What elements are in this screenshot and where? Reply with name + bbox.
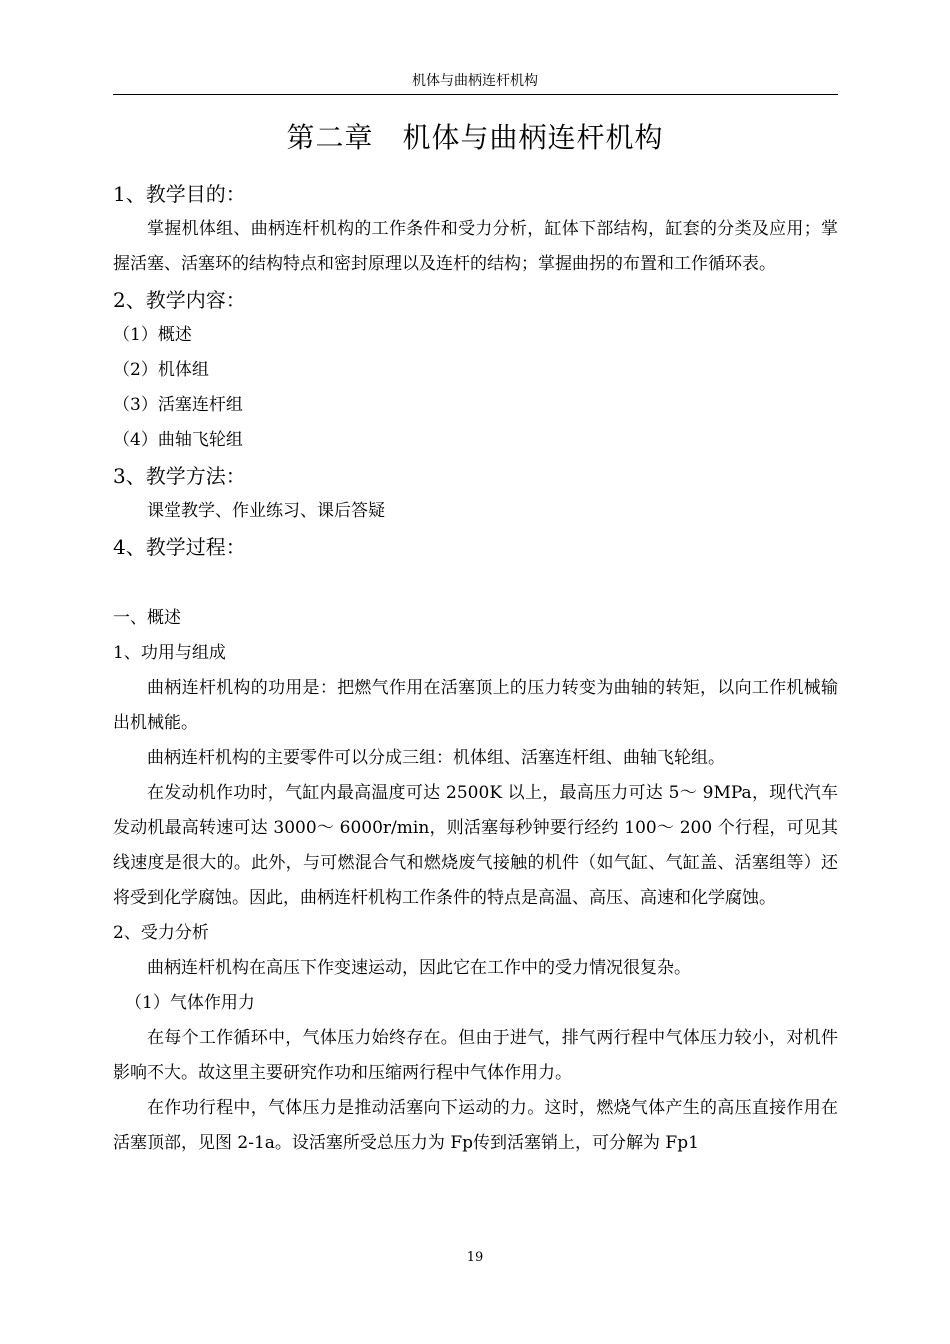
paragraph: 曲柄连杆机构的功用是：把燃气作用在活塞顶上的压力转变为曲轴的转矩，以向工作机械输出机械能。: [113, 678, 838, 733]
process-heading: 4、教学过程：: [113, 535, 246, 559]
method-heading: 3、教学方法：: [113, 464, 246, 488]
content-item: （1）概述: [113, 325, 192, 345]
spacer: [113, 565, 838, 601]
paragraph: 在每个工作循环中，气体压力始终存在。但由于进气，排气两行程中气体压力较小，对机件影响不大。故这里主要研究作功和压缩两行程中气体作用力。: [113, 1028, 838, 1083]
content-item: （3）活塞连杆组: [113, 395, 243, 415]
paragraph: 在发动机作功时，气缸内最高温度可达 2500K 以上，最高压力可达 5～ 9MPa，现代汽车发动机最高转速可达 3000～ 6000r/min，则活塞每秒钟要行经约 100～ 200 个行程，可见其线速度是很大的。此外，与可燃混合气和燃烧废气接触的机件（如气缸、气缸盖、活塞组等）还将受到化学腐蚀。因此，曲柄连杆机构工作条件的特点是高温、高压、高速和化学腐蚀。: [113, 783, 838, 908]
objective-heading: 1、教学目的：: [113, 182, 246, 206]
header-rule: [113, 94, 838, 95]
content-item: （2）机体组: [113, 360, 209, 380]
page-number: 19: [466, 1250, 484, 1265]
function-heading: 1、功用与组成: [113, 643, 226, 663]
running-header: 机体与曲柄连杆机构: [412, 73, 538, 89]
paragraph: 曲柄连杆机构在高压下作变速运动，因此它在工作中的受力情况很复杂。: [147, 958, 691, 978]
paragraph: 曲柄连杆机构的主要零件可以分成三组：机体组、活塞连杆组、曲轴飞轮组。: [147, 748, 725, 768]
content-heading: 2、教学内容：: [113, 288, 246, 312]
chapter-title: 第二章 机体与曲柄连杆机构: [286, 121, 664, 154]
overview-heading: 一、概述: [113, 608, 181, 628]
page-body: [113, 176, 838, 1161]
objective-text: 掌握机体组、曲柄连杆机构的工作条件和受力分析，缸体下部结构，缸套的分类及应用；掌握活塞、活塞环的结构特点和密封原理以及连杆的结构；掌握曲拐的布置和工作循环表。: [113, 219, 838, 274]
paragraph: 在作功行程中，气体压力是推动活塞向下运动的力。这时，燃烧气体产生的高压直接作用在活塞顶部，见图 2-1a。设活塞所受总压力为 Fp传到活塞销上，可分解为 Fp1: [113, 1098, 838, 1153]
content-item: （4）曲轴飞轮组: [113, 430, 243, 450]
force-heading: 2、受力分析: [113, 923, 209, 943]
gas-force-heading: （1）气体作用力: [125, 993, 255, 1013]
method-text: 课堂教学、作业练习、课后答疑: [147, 501, 385, 521]
